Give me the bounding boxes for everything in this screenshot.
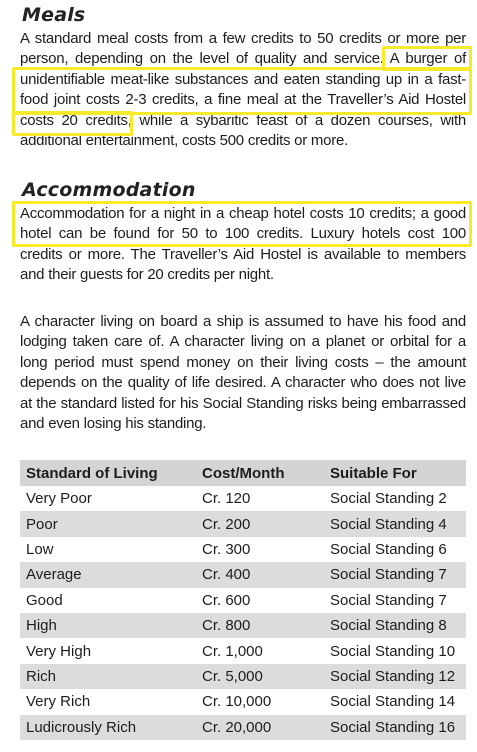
living-standard-cell: Average [26, 566, 82, 584]
cost-cell: Cr. 5,000 [202, 667, 263, 685]
meals-heading: Meals [22, 4, 86, 26]
table-row [20, 511, 466, 536]
cost-cell: Cr. 120 [202, 490, 251, 508]
cost-cell: Cr. 600 [202, 591, 251, 609]
cost-cell: Cr. 20,000 [202, 718, 272, 736]
living-standard-cell: Low [26, 540, 54, 558]
table-row [20, 613, 466, 638]
table-row [20, 715, 466, 740]
column-header: Suitable For [330, 464, 417, 482]
living-standard-cell: Poor [26, 515, 58, 533]
standard-of-living-table [20, 460, 466, 740]
table-row [20, 537, 466, 562]
living-standard-cell: Rich [26, 667, 57, 685]
cost-cell: Cr. 200 [202, 515, 251, 533]
accommodation-heading: Accommodation [22, 179, 196, 201]
column-header: Standard of Living [26, 464, 158, 482]
cost-cell: Cr. 400 [202, 566, 251, 584]
table-row [20, 638, 466, 663]
suitable-for-cell: Social Standing 8 [330, 617, 447, 635]
suitable-for-cell: Social Standing 2 [330, 490, 447, 508]
table-row [20, 588, 466, 613]
suitable-for-cell: Social Standing 7 [330, 591, 447, 609]
living-standard-cell: Very Poor [26, 490, 92, 508]
suitable-for-cell: Social Standing 7 [330, 566, 447, 584]
living-costs-paragraph: A character living on board a ship is assumed to have his food and lodging taken care of. A character living on a planet or orbital for a long period must spend money on their living costs – the amount depends on the quality of life desired. A character who does not live at the standard listed for his Social Standing risks being embarrassed and even losing his standing. [20, 313, 466, 433]
column-header: Cost/Month [202, 464, 285, 482]
meals-paragraph: A standard meal costs from a few credits to 50 credits or more per person, depending on the level of quality and service. A burger of unidentifiable meat-like substances and eaten standing up in a fast-food joint costs 2-3 credits, a fine meal at the Traveller’s Aid Hostel costs 20 credits, while a sybaritic feast of a dozen courses, with additional entertainment, costs 500 credits or more. [20, 30, 466, 150]
living-standard-cell: Ludicrously Rich [26, 718, 137, 736]
table-row [20, 689, 466, 714]
cost-cell: Cr. 800 [202, 617, 251, 635]
suitable-for-cell: Social Standing 14 [330, 693, 456, 711]
living-standard-cell: Very Rich [26, 693, 91, 711]
table-header-row [20, 460, 466, 486]
table-row [20, 664, 466, 689]
cost-cell: Cr. 1,000 [202, 642, 263, 660]
suitable-for-cell: Social Standing 4 [330, 515, 447, 533]
living-standard-cell: Good [26, 591, 63, 609]
living-standard-cell: Very High [26, 642, 92, 660]
suitable-for-cell: Social Standing 10 [330, 642, 456, 660]
cost-cell: Cr. 10,000 [202, 693, 272, 711]
suitable-for-cell: Social Standing 6 [330, 540, 447, 558]
cost-cell: Cr. 300 [202, 540, 251, 558]
living-standard-cell: High [26, 617, 57, 635]
suitable-for-cell: Social Standing 12 [330, 667, 456, 685]
table-row [20, 486, 466, 511]
table-row [20, 562, 466, 587]
accommodation-paragraph: Accommodation for a night in a cheap hotel costs 10 credits; a good hotel can be found for 50 to 100 credits. Luxury hotels cost 100 credits or more. The Traveller’s Aid Hostel is available to members and their guests for 20 credits per night. [20, 205, 466, 284]
suitable-for-cell: Social Standing 16 [330, 718, 456, 736]
